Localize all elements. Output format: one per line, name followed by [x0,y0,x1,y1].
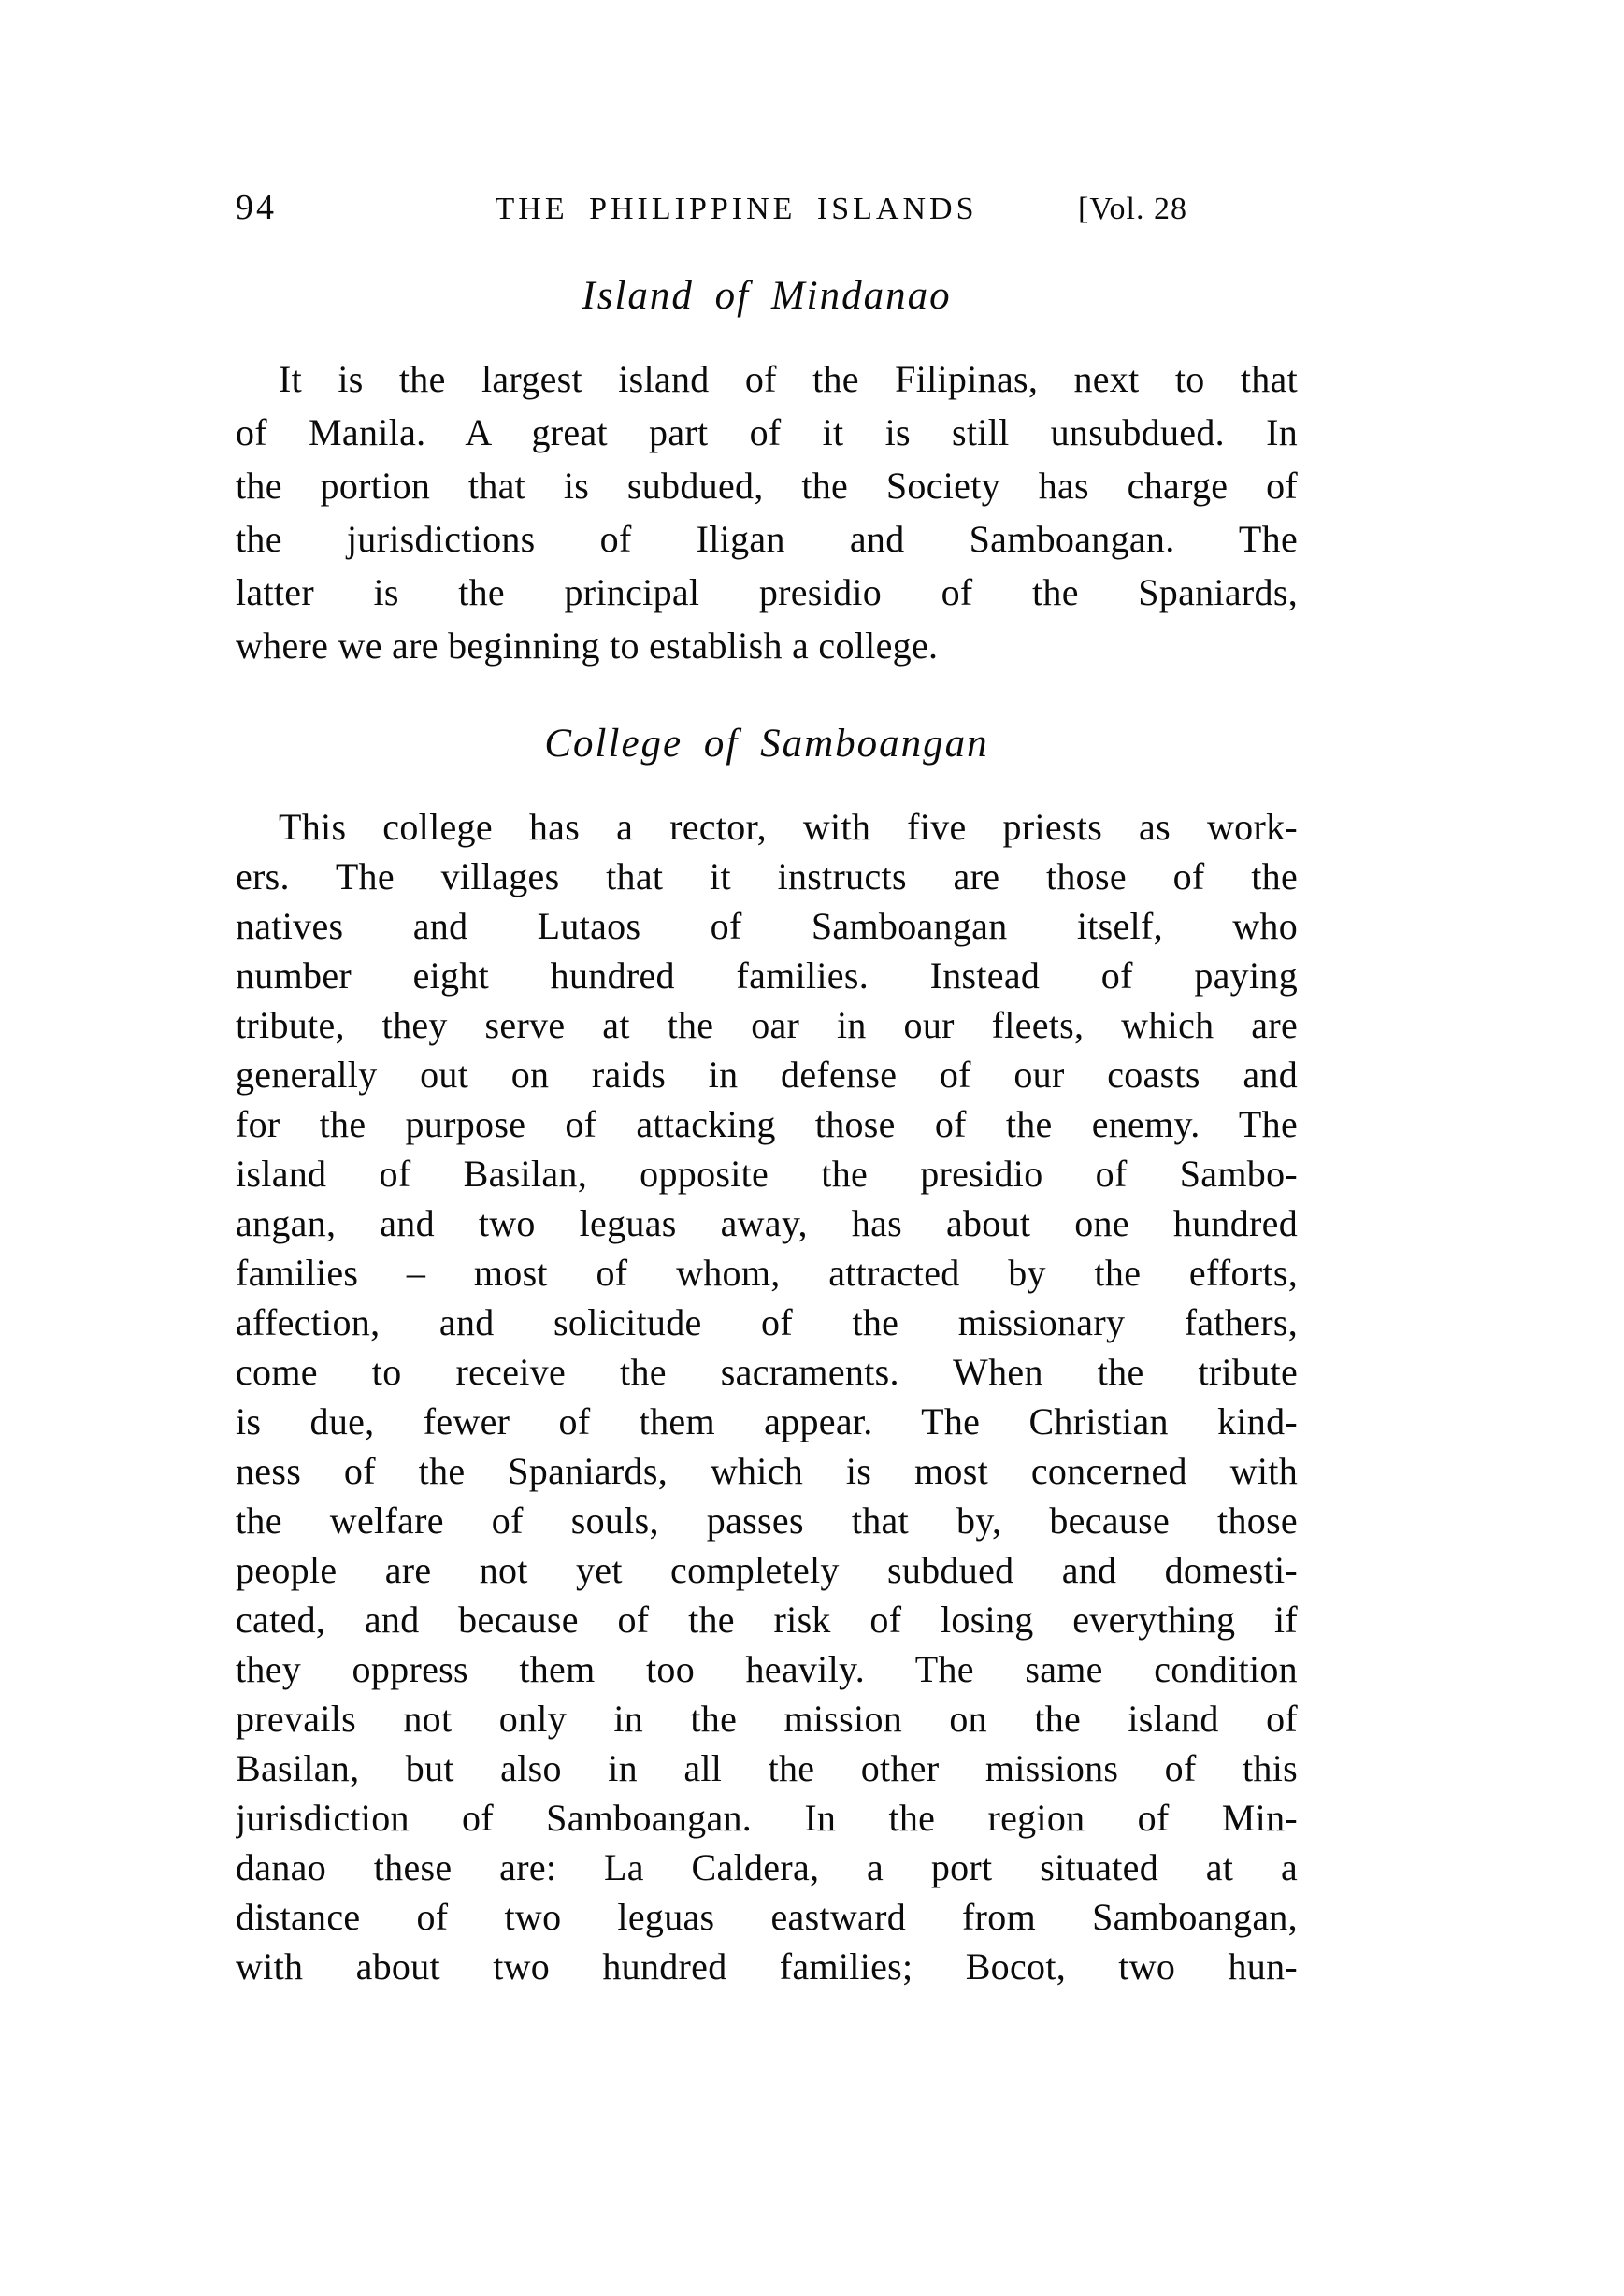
running-title: THE PHILIPPINE ISLANDS [495,192,978,226]
page-number: 94 [236,188,277,227]
text-line: jurisdiction of Samboangan. In the region of Min- [236,1797,1298,1839]
text-line: distance of two leguas eastward from Samboangan, [236,1896,1298,1938]
paragraph-island-of-mindanao [236,352,1298,672]
text-line: Basilan, but also in all the other missions of this [236,1747,1298,1789]
text-line: for the purpose of attacking those of the enemy. The [236,1103,1298,1145]
paragraph-college-of-samboangan [236,802,1298,1991]
text-line: people are not yet completely subdued and domesti- [236,1549,1298,1591]
text-line: danao these are: La Caldera, a port situated at a [236,1846,1298,1888]
text-line: latter is the principal presidio of the Spaniards, [236,571,1298,613]
text-line: number eight hundred families. Instead of paying [236,954,1298,997]
text-line: the jurisdictions of Iligan and Samboangan. The [236,518,1298,560]
text-line: natives and Lutaos of Samboangan itself, who [236,905,1298,947]
text-line: island of Basilan, opposite the presidio of Sambo- [236,1153,1298,1195]
section-heading-college-of-samboangan: College of Samboangan [544,722,989,766]
text-line: families – most of whom, attracted by the efforts, [236,1252,1298,1294]
text-line: where we are beginning to establish a college. [236,624,939,667]
text-line: the portion that is subdued, the Society has charge of [236,465,1298,507]
running-header [236,0,1298,228]
text-line: prevails not only in the mission on the island of [236,1698,1298,1740]
text-line: affection, and solicitude of the missionary fathers, [236,1301,1298,1343]
volume-label: [Vol. 28 [1078,192,1187,226]
text-line: the welfare of souls, passes that by, because those [236,1500,1298,1542]
text-line: with about two hundred families; Bocot, two hun- [236,1945,1298,1987]
text-line: generally out on raids in defense of our coasts and [236,1054,1298,1096]
text-line: is due, fewer of them appear. The Christian kind- [236,1400,1298,1442]
text-line: ers. The villages that it instructs are those of the [236,855,1298,897]
section-heading-island-of-mindanao: Island of Mindanao [582,274,952,318]
text-line: they oppress them too heavily. The same condition [236,1648,1298,1690]
text-line: come to receive the sacraments. When the tribute [236,1351,1298,1393]
text-line: cated, and because of the risk of losing everything if [236,1599,1298,1641]
text-line: ness of the Spaniards, which is most concerned with [236,1450,1298,1492]
text-line: This college has a rector, with five priests as work- [279,806,1298,848]
text-line: It is the largest island of the Filipinas, next to that [279,358,1298,400]
text-column [236,0,1298,1991]
text-line: of Manila. A great part of it is still unsubdued. In [236,411,1298,453]
text-line: tribute, they serve at the oar in our fleets, which are [236,1004,1298,1046]
text-line: angan, and two leguas away, has about one hundred [236,1202,1298,1244]
